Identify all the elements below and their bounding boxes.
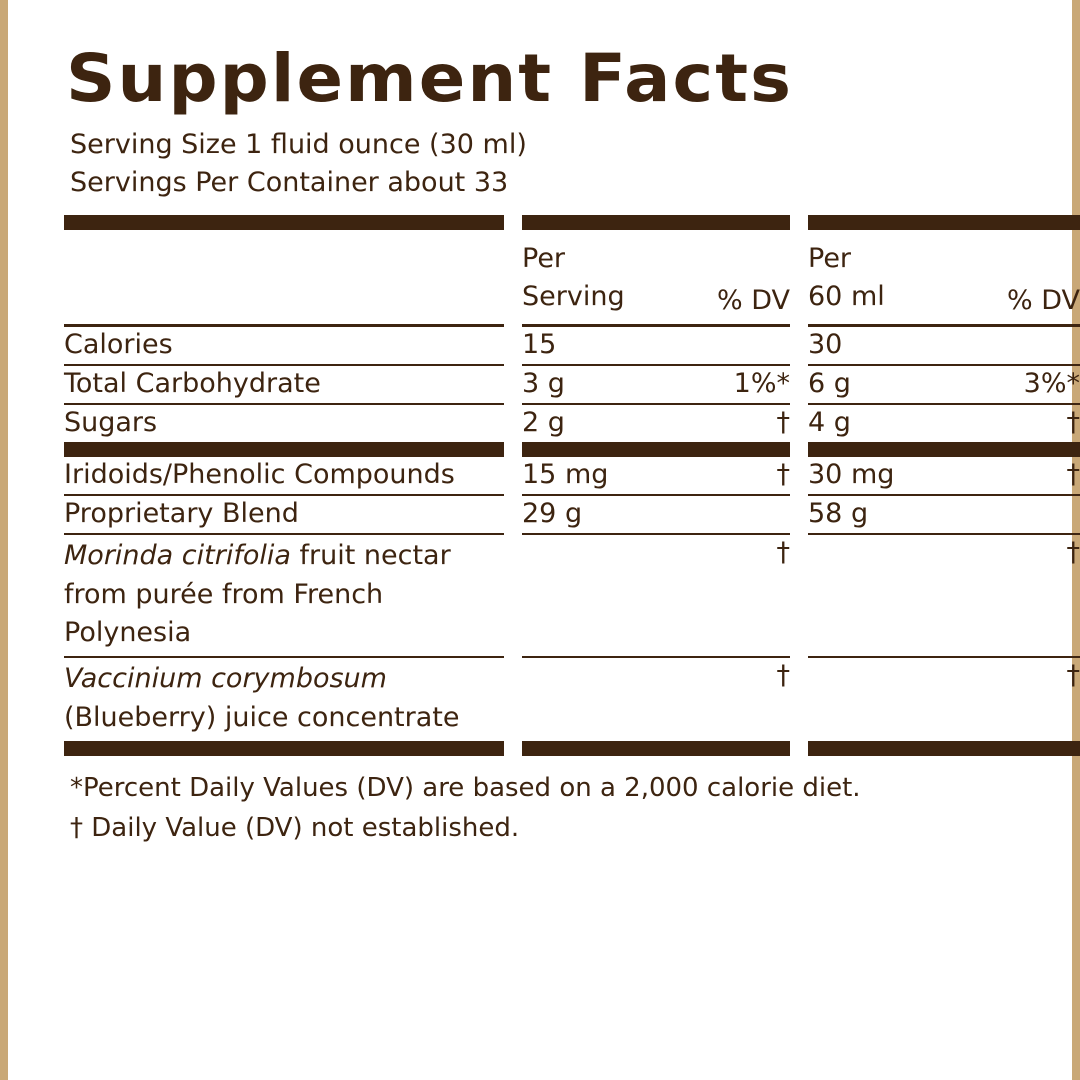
table-row xyxy=(64,405,1080,442)
header-per-60ml-line2: 60 ml xyxy=(808,280,885,312)
footnotes xyxy=(70,768,1032,849)
row-value-60ml: 58 g xyxy=(808,498,869,530)
table-row xyxy=(64,327,1080,364)
table-row xyxy=(64,366,1080,403)
ingredient-description: fruit nectar from purée from French Polynesia xyxy=(64,540,451,648)
supplement-facts-panel xyxy=(36,28,1080,1052)
row-dv-serving: 1%* xyxy=(733,368,790,400)
row-dv-60ml xyxy=(960,327,1080,364)
nutrition-table xyxy=(64,215,1080,756)
row-dv-serving: † xyxy=(776,459,790,491)
rule-top xyxy=(64,215,1080,230)
ingredient-dv-60ml: † xyxy=(1066,537,1080,569)
row-dv-serving: † xyxy=(776,407,790,439)
header-per-serving-line2: Serving xyxy=(522,280,625,312)
header-per-serving-line1: Per xyxy=(522,242,566,274)
row-value-serving: 15 mg xyxy=(522,459,609,491)
header-per-serving xyxy=(522,230,672,325)
row-dv-60ml: † xyxy=(1066,407,1080,439)
ingredient-description: (Blueberry) juice concentrate xyxy=(64,701,460,733)
row-value-60ml: 30 mg xyxy=(808,459,895,491)
row-value-serving: 2 g xyxy=(522,407,565,439)
row-dv-serving xyxy=(672,496,790,533)
row-value-serving: 29 g xyxy=(522,498,583,530)
ingredient-row xyxy=(64,535,1080,656)
header-per-60ml-line1: Per xyxy=(808,242,852,274)
header-per-60ml xyxy=(808,230,960,325)
table-row xyxy=(64,496,1080,533)
footnote-dagger: † Daily Value (DV) not established. xyxy=(70,813,520,844)
table-header-row xyxy=(64,230,1080,325)
row-value-60ml: 4 g xyxy=(808,407,851,439)
row-label: Calories xyxy=(64,329,173,361)
ingredient-dv-serving: † xyxy=(776,537,790,569)
header-dv-1: % DV xyxy=(716,285,790,317)
ingredient-name xyxy=(64,658,504,741)
row-dv-serving xyxy=(672,327,790,364)
row-label: Sugars xyxy=(64,407,158,439)
row-label: Iridoids/Phenolic Compounds xyxy=(64,459,455,491)
row-label: Total Carbohydrate xyxy=(64,368,321,400)
row-dv-60ml xyxy=(960,496,1080,533)
ingredient-botanical-name: Vaccinium corymbosum xyxy=(64,663,387,695)
row-dv-60ml: 3%* xyxy=(1023,368,1080,400)
footnote-percent-dv: *Percent Daily Values (DV) are based on a 2,000 calorie diet. xyxy=(70,772,861,803)
row-dv-60ml: † xyxy=(1066,459,1080,491)
row-value-serving: 3 g xyxy=(522,368,565,400)
row-value-60ml: 30 xyxy=(808,329,843,361)
row-value-60ml: 6 g xyxy=(808,368,851,400)
page-title: Supplement Facts xyxy=(66,40,794,117)
rule-bottom xyxy=(64,741,1080,756)
ingredient-name xyxy=(64,535,504,656)
servings-per-container-text: Servings Per Container about 33 xyxy=(70,167,509,199)
ingredient-dv-60ml: † xyxy=(1066,660,1080,692)
ingredient-row xyxy=(64,658,1080,741)
ingredient-botanical-name: Morinda citrifolia xyxy=(64,540,291,572)
row-label: Proprietary Blend xyxy=(64,498,299,530)
header-dv-2: % DV xyxy=(1006,285,1080,317)
row-value-serving: 15 xyxy=(522,329,557,361)
rule-heavy-mid xyxy=(64,442,1080,457)
ingredient-dv-serving: † xyxy=(776,660,790,692)
serving-size-text: Serving Size 1 fluid ounce (30 ml) xyxy=(70,129,527,160)
table-row xyxy=(64,457,1080,494)
